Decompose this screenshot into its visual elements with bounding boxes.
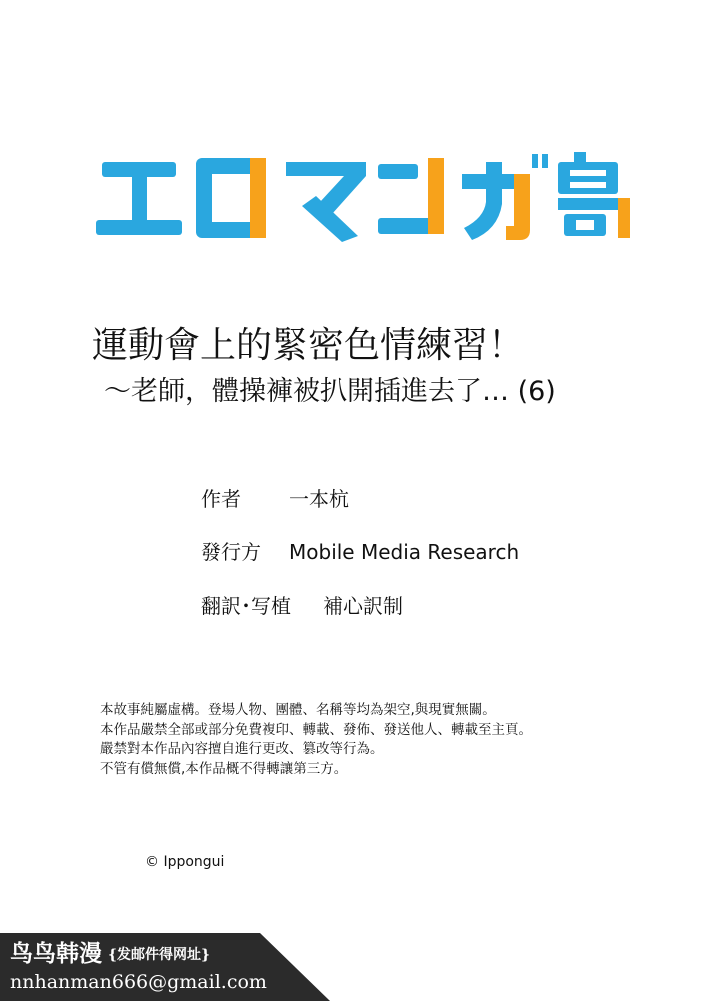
legal-notice xyxy=(100,701,680,779)
watermark-hint: {发邮件得网址} xyxy=(108,947,211,963)
logo-char-ga xyxy=(462,154,548,240)
credit-author-value: 一本杭 xyxy=(289,487,349,511)
credit-translation-value: 補心訳制 xyxy=(323,594,403,618)
logo-char-shima xyxy=(558,152,630,238)
credit-publisher-value: Mobile Media Research xyxy=(289,540,520,564)
erotic-manga-island-logo xyxy=(96,148,636,248)
legal-notice-line: 不管有償無償,本作品概不得轉讓第三方。 xyxy=(100,760,348,777)
logo-char-ro xyxy=(196,158,266,238)
logo-char-ma xyxy=(286,162,366,242)
credit-publisher xyxy=(201,537,519,567)
credit-author-label: 作者 xyxy=(201,487,241,511)
book-title: 運動會上的緊密色情練習！ xyxy=(92,325,525,366)
legal-notice-line: 本故事純屬虛構。登場人物、團體、名稱等均為架空,與現實無關。 xyxy=(100,702,496,718)
credit-translation xyxy=(201,591,403,621)
book-subtitle: ～老師，體操褲被扒開插進去了… (6) xyxy=(104,376,556,407)
credit-publisher-label: 發行方 xyxy=(201,540,261,564)
logo-char-n xyxy=(378,158,444,234)
watermark-site-name xyxy=(10,940,210,969)
credit-author xyxy=(201,484,349,514)
credit-translation-label: 翻訳･写植 xyxy=(201,594,291,618)
legal-notice-line: 本作品嚴禁全部或部分免費複印、轉載、發佈、發送他人、轉載至主頁。 xyxy=(100,721,532,738)
watermark-title: 鸟鸟韩漫 xyxy=(10,940,102,967)
logo-char-e xyxy=(96,162,182,235)
legal-notice-line: 嚴禁對本作品內容擅自進行更改、篡改等行為。 xyxy=(100,741,384,757)
copyright-text: © Ippongui xyxy=(145,854,225,870)
watermark-email: nnhanman666@gmail.com xyxy=(10,971,267,993)
